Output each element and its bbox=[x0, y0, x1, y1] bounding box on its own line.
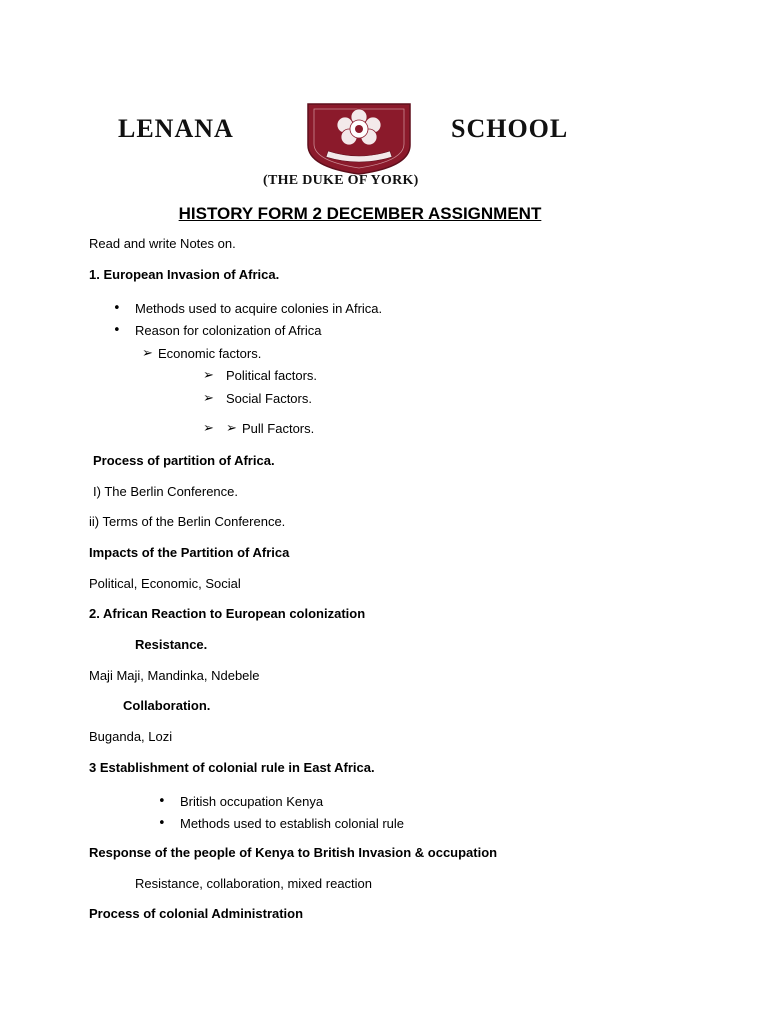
collaboration-heading: Collaboration. bbox=[123, 698, 211, 713]
document-title: HISTORY FORM 2 DECEMBER ASSIGNMENT bbox=[178, 204, 542, 223]
section-3-bullet: Methods used to establish colonial rule bbox=[180, 816, 405, 831]
arrow-bullet-icon: ➢ bbox=[203, 391, 214, 406]
factor-item: Economic factors. bbox=[158, 346, 262, 361]
berlin-terms-item: ii) Terms of the Berlin Conference. bbox=[89, 514, 286, 529]
bullet-icon: • bbox=[158, 794, 166, 809]
arrow-bullet-icon: ➢ bbox=[203, 421, 214, 436]
factor-item: Pull Factors. bbox=[242, 421, 315, 436]
arrow-bullet-icon: ➢ bbox=[226, 421, 237, 436]
bullet-icon: • bbox=[113, 301, 121, 316]
school-subtitle: (THE DUKE OF YORK) bbox=[263, 173, 419, 188]
school-name-left: LENANA bbox=[118, 114, 234, 143]
berlin-conference-item: I) The Berlin Conference. bbox=[93, 484, 238, 499]
collaboration-examples: Buganda, Lozi bbox=[89, 729, 173, 744]
section-1-heading: 1. European Invasion of Africa. bbox=[89, 267, 280, 282]
resistance-examples: Maji Maji, Mandinka, Ndebele bbox=[89, 668, 260, 683]
response-heading: Response of the people of Kenya to British Invasion & occupation bbox=[89, 845, 498, 860]
section-3-heading: 3 Establishment of colonial rule in East Africa. bbox=[89, 760, 375, 775]
impacts-text: Political, Economic, Social bbox=[89, 576, 241, 591]
resistance-heading: Resistance. bbox=[135, 637, 208, 652]
arrow-bullet-icon: ➢ bbox=[203, 368, 214, 383]
section-3-bullet: British occupation Kenya bbox=[180, 794, 324, 809]
section-1-bullet: Methods used to acquire colonies in Africa. bbox=[135, 301, 383, 316]
bullet-icon: • bbox=[113, 323, 121, 338]
section-2-heading: 2. African Reaction to European colonization bbox=[89, 606, 366, 621]
response-text: Resistance, collaboration, mixed reaction bbox=[135, 876, 373, 891]
intro-text: Read and write Notes on. bbox=[89, 236, 236, 251]
section-1-bullet: Reason for colonization of Africa bbox=[135, 323, 322, 338]
partition-heading: Process of partition of Africa. bbox=[93, 453, 275, 468]
school-name-right: SCHOOL bbox=[451, 114, 569, 143]
administration-heading: Process of colonial Administration bbox=[89, 906, 304, 921]
impacts-heading: Impacts of the Partition of Africa bbox=[89, 545, 290, 560]
school-crest-logo bbox=[302, 101, 416, 175]
arrow-bullet-icon: ➢ bbox=[142, 346, 153, 361]
factor-item: Political factors. bbox=[226, 368, 318, 383]
bullet-icon: • bbox=[158, 816, 166, 831]
factor-item: Social Factors. bbox=[226, 391, 312, 406]
